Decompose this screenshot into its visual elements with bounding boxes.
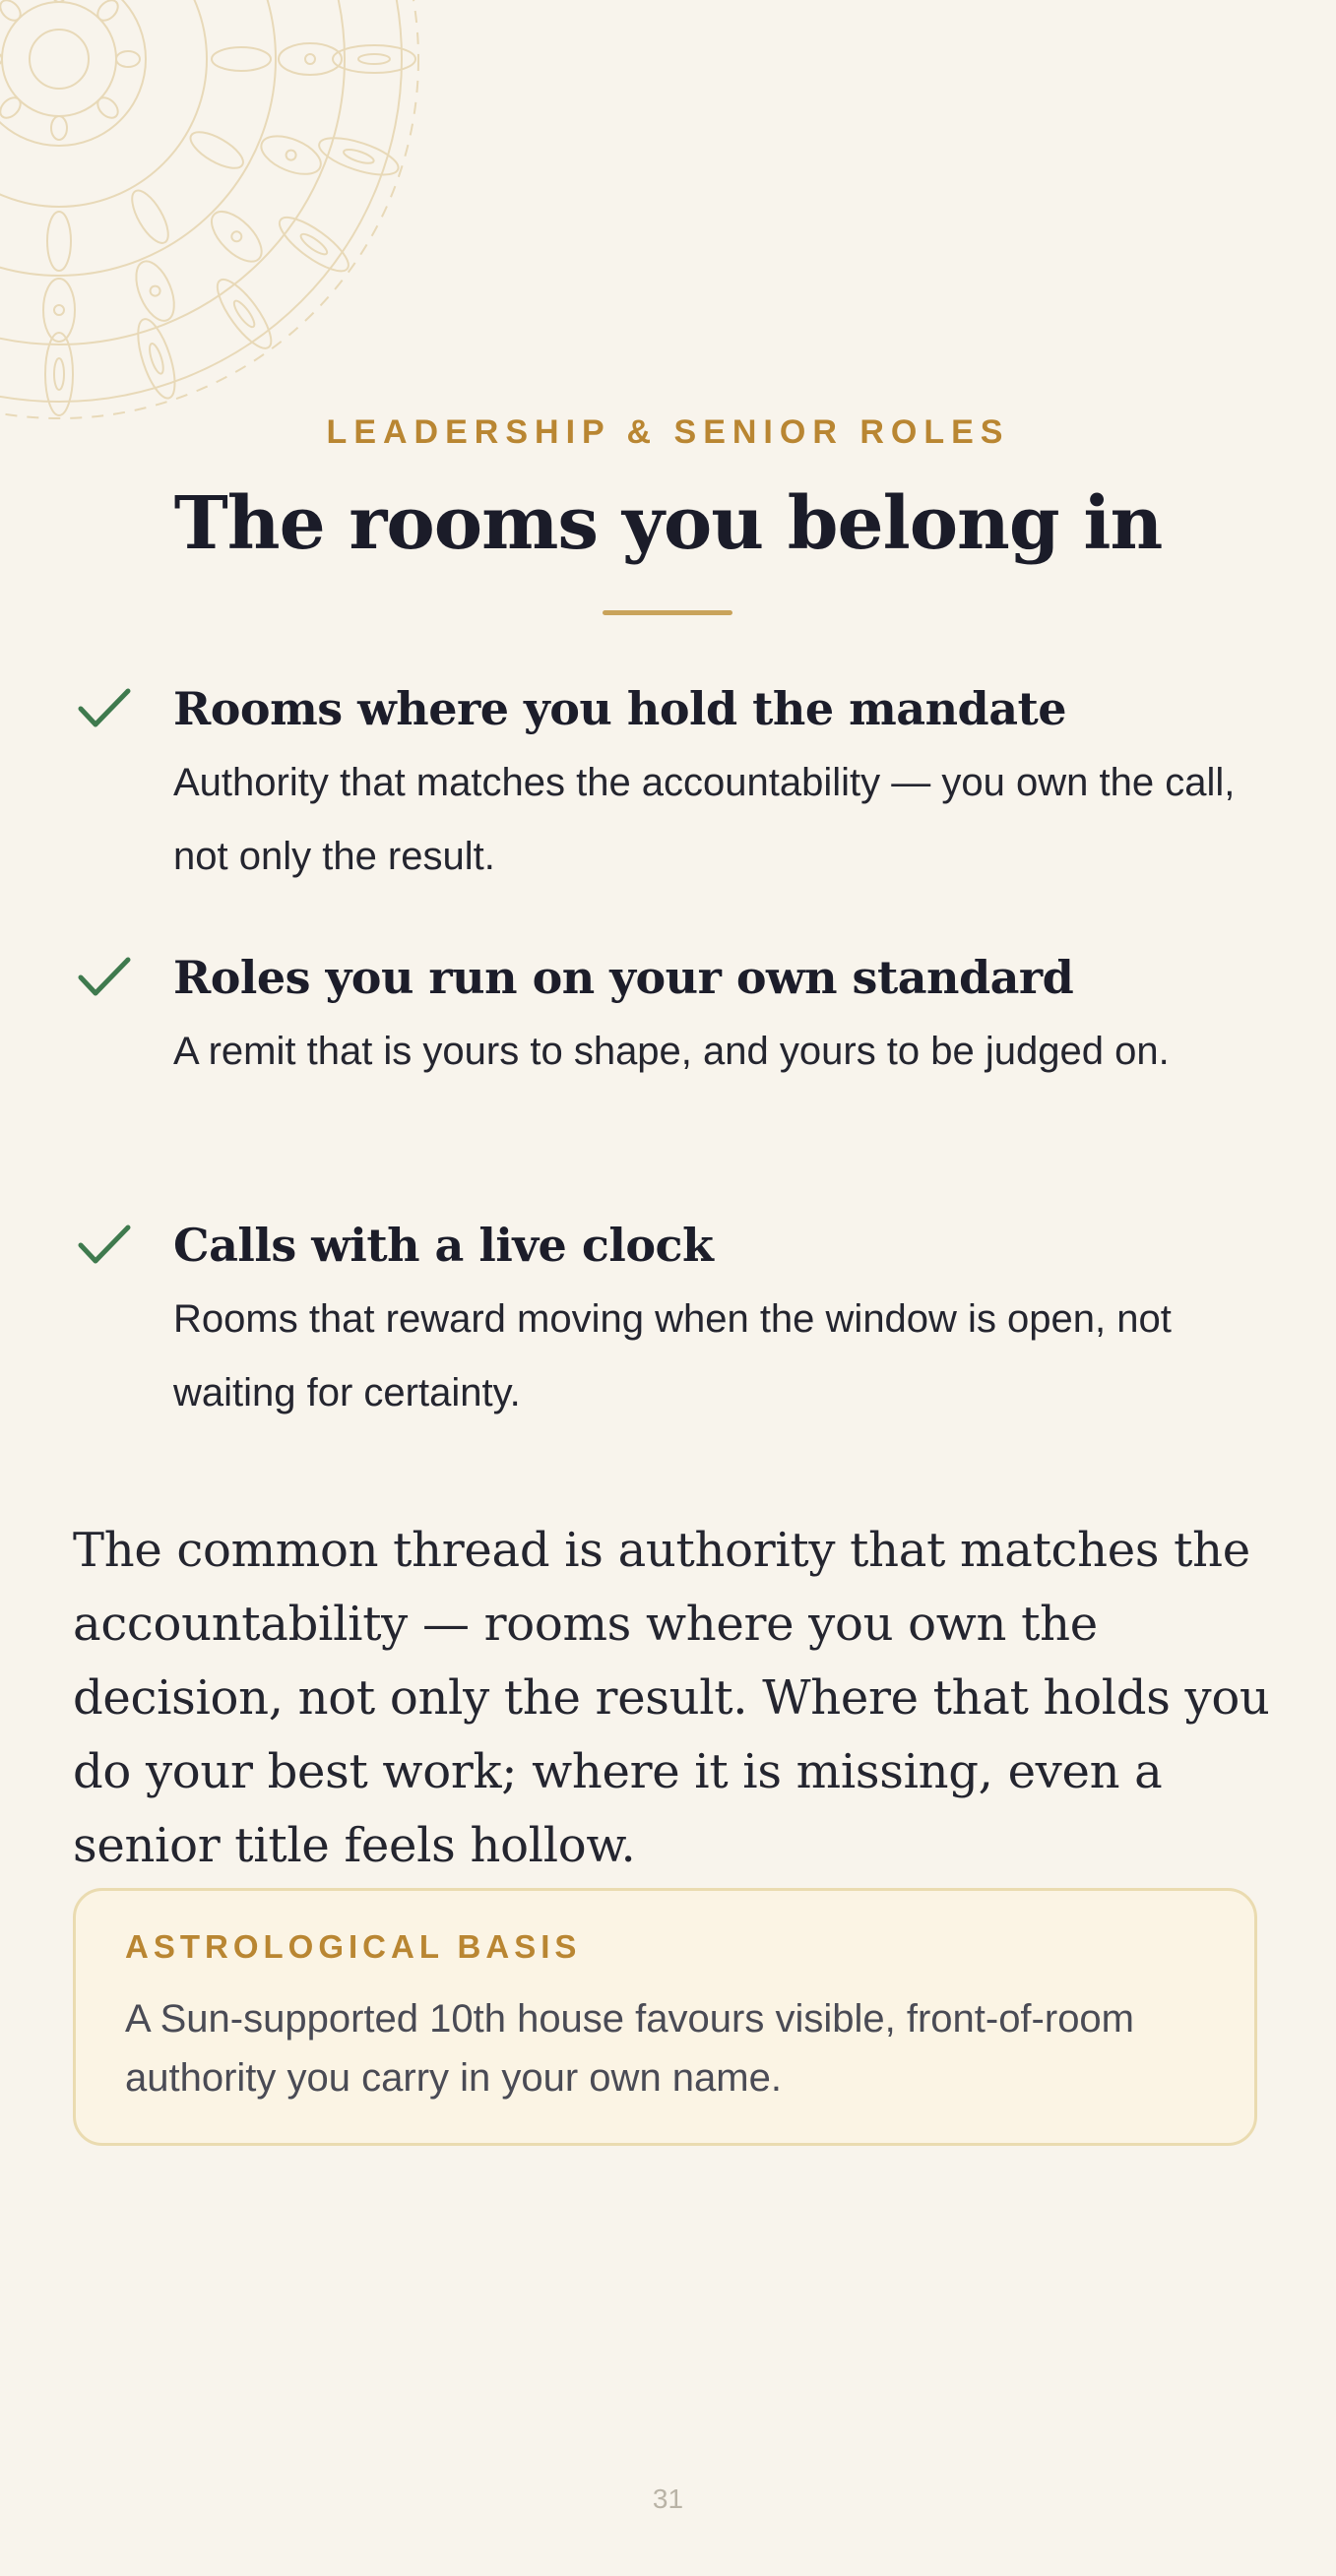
check-icon [77, 687, 132, 730]
list-item-description: Authority that matches the accountability — you own the call, not only the result. [173, 761, 1236, 878]
list-item-title: Calls with a live clock [173, 1219, 714, 1272]
summary-paragraph: The common thread is authority that matches the accountability — rooms where you own the decision, not only the result. Where that holds you do your best work; where it is missing, even a senior title feels hollow. [73, 1523, 1270, 1873]
section-eyebrow: LEADERSHIP & SENIOR ROLES [326, 413, 1010, 451]
page-title: The rooms you belong in [173, 481, 1163, 566]
title-divider [603, 610, 732, 615]
list-item-description: A remit that is yours to shape, and yours to be judged on. [173, 1030, 1170, 1073]
list-item-title: Roles you run on your own standard [173, 951, 1074, 1004]
check-icon [77, 956, 132, 999]
list-item-title: Rooms where you hold the mandate [173, 682, 1067, 735]
astrological-basis-card [73, 1888, 1257, 2146]
list-item-description: Rooms that reward moving when the window is open, not waiting for certainty. [173, 1297, 1172, 1414]
check-icon [77, 1224, 132, 1267]
basis-label: ASTROLOGICAL BASIS [125, 1928, 582, 1965]
page-number: 31 [652, 2483, 684, 2514]
basis-text: A Sun-supported 10th house favours visible, front-of-room authority you carry in your own name. [125, 1997, 1134, 2100]
